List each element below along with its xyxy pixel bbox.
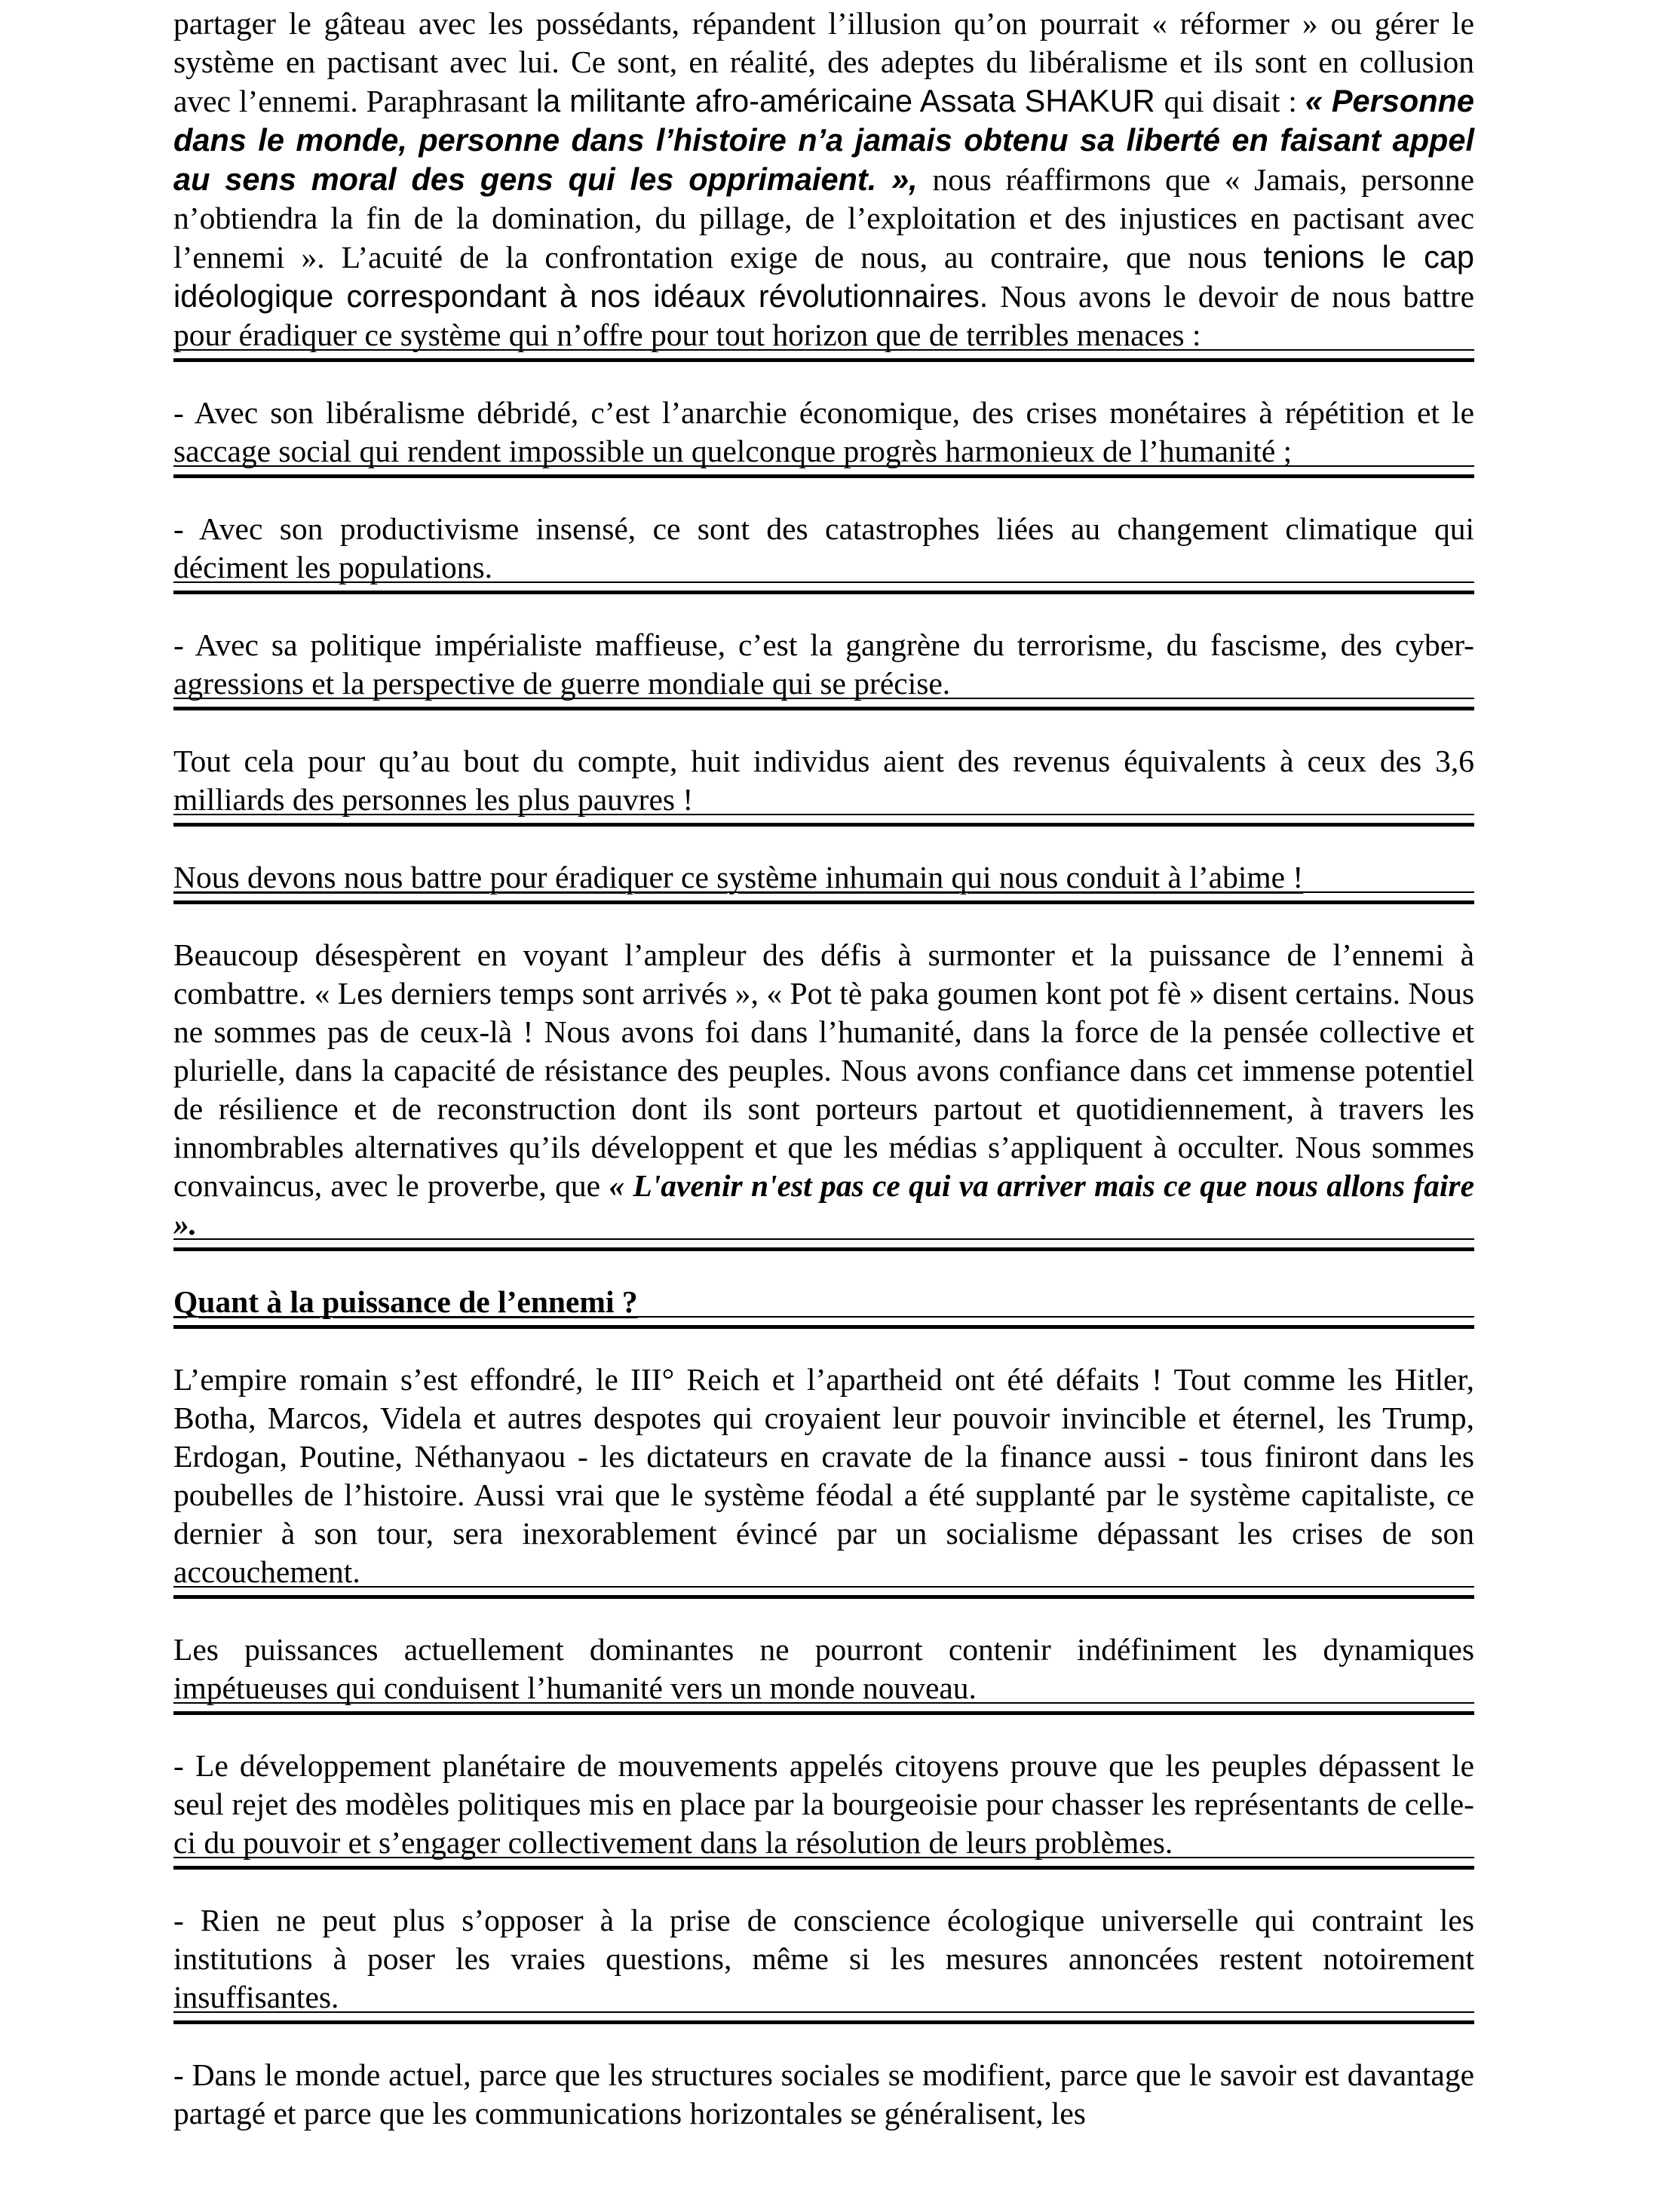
section-heading-text: Quant à la puissance de l’ennemi ? <box>173 1284 638 1319</box>
text-run: - Le développement planétaire de mouvements appelés citoyens prouve que les peuples dépassent le seul rejet des modèles politiques mis en place par la bourgeoisie pour chasser les représentants de celle-ci du pouvoir et s’engager collectivement dans la résolution de leurs problèmes. <box>173 1748 1474 1860</box>
text-run: - Avec sa politique impérialiste maffieuse, c’est la gangrène du terrorisme, du fascisme, des cyber-agressions et la perspective de guerre mondiale qui se précise. <box>173 627 1474 701</box>
text-run: Tout cela pour qu’au bout du compte, huit individus aient des revenus équivalents à ceux des 3,6 milliards des personnes les plus pauvres ! <box>173 744 1474 817</box>
text-run: qui disait : <box>1164 84 1305 118</box>
bullet-conscience-ecologique <box>173 1901 1474 2017</box>
paragraph-beaucoup-desesperent <box>173 936 1474 1244</box>
paragraph-puissances-dominantes <box>173 1631 1474 1707</box>
slogan-eradiquer-systeme <box>173 858 1474 897</box>
text-run: partager le gâteau avec les possédants, répandent l’illusion qu’on pourrait « réformer » ou gérer le système en pactisant avec lui. Ce sont, en réalité, des adeptes du libéralisme et ils sont en collusion avec l’ennemi. Paraphrasant <box>173 6 1474 118</box>
paragraph-rule <box>173 1586 1474 1599</box>
text-run: Les puissances actuellement dominantes ne pourront contenir indéfiniment les dynamiques impétueuses qui conduisent l’humanité vers un monde nouveau. <box>173 1632 1474 1705</box>
opening-paragraph <box>173 5 1474 354</box>
bullet-liberalisme <box>173 394 1474 471</box>
text-run: Beaucoup désespèrent en voyant l’ampleur des défis à surmonter et la puissance de l’ennemi à combattre. « Les derniers temps sont arrivés », « Pot tè paka goumen kont pot fè » disent certains. Nous ne sommes pas de ceux-là ! Nous avons foi dans l’humanité, dans la force de la pensée collective et plurielle, dans la capacité de résistance des peuples. Nous avons confiance dans cet immense potentiel de résilience et de reconstruction dont ils sont porteurs partout et quotidiennement, à travers les innombrables alternatives qu’ils développent et que les médias s’appliquent à occulter. Nous sommes convaincus, avec le proverbe, que <box>173 937 1474 1203</box>
text-run: L’empire romain s’est effondré, le III° Reich et l’apartheid ont été défaits ! Tout comme les Hitler, Botha, Marcos, Videla et autres despotes qui croyaient leur pouvoir invincible et éternel, les Trump, Erdogan, Poutine, Néthanyaou - les dictateurs en cravate de la finance aussi - tous finiront dans les poubelles de l’histoire. Aussi vrai que le système féodal a été supplanté par le système capitaliste, ce dernier à son tour, sera inexorablement évincé par un socialisme dépassant les crises de son accouchement. <box>173 1362 1474 1589</box>
bullet-developpement-planetaire <box>173 1747 1474 1862</box>
text-run-quote-shakur: « Personne dans le monde, personne dans l’histoire n’a jamais obtenu sa liberté en faisant appel au sens moral des gens qui les opprimaient. », <box>173 83 1474 197</box>
text-run: - Avec son productivisme insensé, ce sont des catastrophes liées au changement climatique qui déciment les populations. <box>173 511 1474 584</box>
text-run: Nous avons le devoir de nous battre pour éradiquer ce système qui n’offre pour tout horizon que de terribles menaces : <box>173 279 1474 352</box>
text-run: - Dans le monde actuel, parce que les structures sociales se modifient, parce que le savoir est davantage partagé et parce que les communications horizontales se généralisent, les <box>173 2057 1474 2131</box>
text-run-sans: la militante afro-américaine Assata SHAKUR <box>535 83 1164 118</box>
paragraph-tout-cela <box>173 742 1474 819</box>
bullet-monde-actuel <box>173 2056 1474 2133</box>
text-run: - Avec son libéralisme débridé, c’est l’anarchie économique, des crises monétaires à répétition et le saccage social qui rendent impossible un quelconque progrès harmonieux de l’humanité ; <box>173 395 1474 468</box>
text-run-proverbe: « L'avenir n'est pas ce qui va arriver mais ce que nous allons faire ». <box>173 1168 1474 1241</box>
text-run: nous réaffirmons que « Jamais, personne n’obtiendra la fin de la domination, du pillage, de l’exploitation et des injustices en pactisant avec l’ennemi ». L’acuité de la confrontation exige de nous, au contraire, que nous <box>173 162 1474 275</box>
text-run-sans: tenions le cap idéologique correspondant à nos idéaux révolutionnaires. <box>173 239 1474 314</box>
paragraph-empire-romain <box>173 1361 1474 1591</box>
bullet-politique-imperialiste <box>173 626 1474 703</box>
underlined-slogan: Nous devons nous battre pour éradiquer ce système inhumain qui nous conduit à l’abime ! <box>173 860 1304 894</box>
bullet-productivisme <box>173 510 1474 587</box>
paragraph-rule <box>173 2011 1474 2024</box>
text-run: - Rien ne peut plus s’opposer à la prise de conscience écologique universelle qui contraint les institutions à poser les vraies questions, même si les mesures annoncées restent notoirement insuffisantes. <box>173 1903 1474 2014</box>
paragraph-rule <box>173 1238 1474 1251</box>
